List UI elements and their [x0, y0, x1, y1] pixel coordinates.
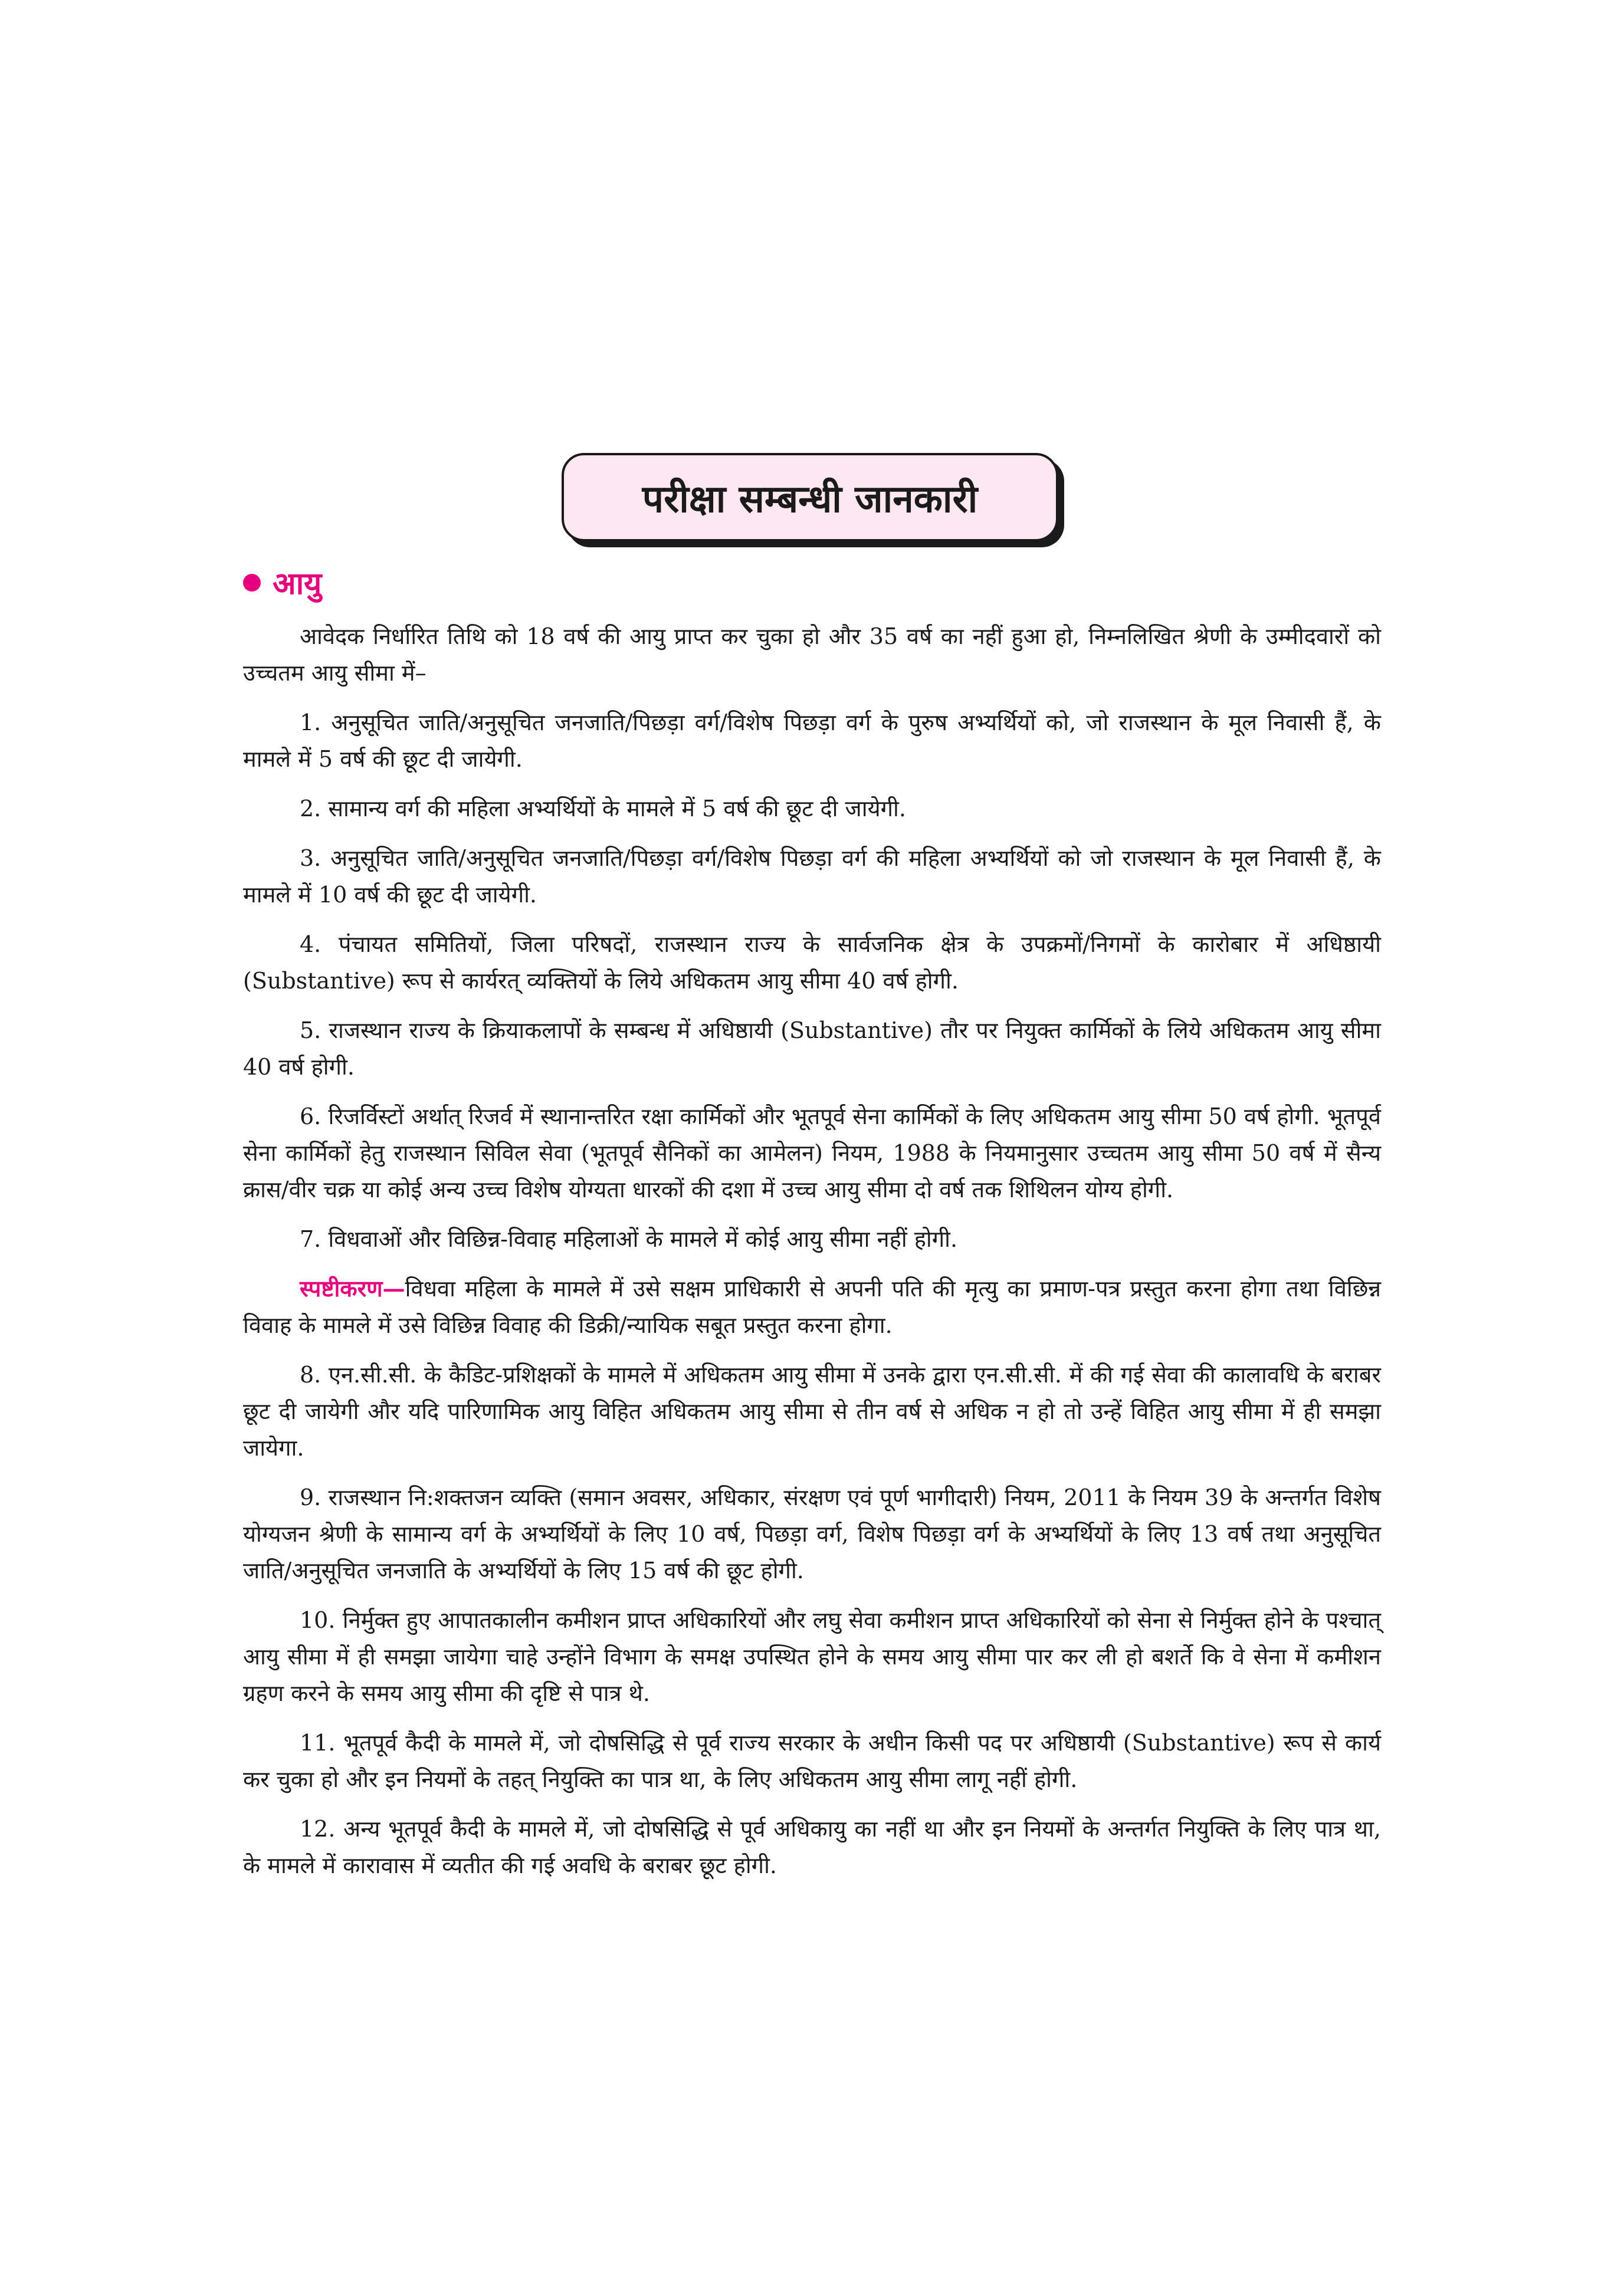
list-item: 7. विधवाओं और विछिन्न-विवाह महिलाओं के मामले में कोई आयु सीमा नहीं होगी. — [300, 1226, 958, 1252]
list-item: 8. एन.सी.सी. के कैडिट-प्रशिक्षकों के मामले में अधिकतम आयु सीमा में उनके द्वारा एन.सी.सी. में की गई सेवा की कालावधि के बराबर छूट दी जायेगी और यदि पारिणामिक आयु विहित अधिकतम आयु सीमा से तीन वर्ष से अधिक न हो तो उन्हें विहित आयु सीमा में ही समझा जायेगा. — [243, 1362, 1381, 1461]
list-item: 11. भूतपूर्व कैदी के मामले में, जो दोषसिद्धि से पूर्व राज्य सरकार के अधीन किसी पद पर अधिष्ठायी (Substantive) रूप से कार्य कर चुका हो और इन नियमों के तहत् नियुक्ति का पात्र था, के लिए अधिकतम आयु सीमा लागू नहीं होगी. — [243, 1730, 1381, 1792]
page-title-box — [562, 453, 1058, 541]
section-heading — [243, 561, 321, 603]
intro-paragraph: आवेदक निर्धारित तिथि को 18 वर्ष की आयु प्राप्त कर चुका हो और 35 वर्ष का नहीं हुआ हो, निम्नलिखित श्रेणी के उम्मीदवारों को उच्चतम आयु सीमा में– — [243, 623, 1381, 686]
list-item: 3. अनुसूचित जाति/अनुसूचित जनजाति/पिछड़ा वर्ग/विशेष पिछड़ा वर्ग की महिला अभ्यर्थियों को जो राजस्थान के मूल निवासी हैं, के मामले में 10 वर्ष की छूट दी जायेगी. — [243, 845, 1381, 908]
page-title: परीक्षा सम्बन्धी जानकारी — [642, 477, 978, 521]
clarification-label: स्पष्टीकरण— — [300, 1275, 405, 1302]
bullet-icon — [243, 574, 261, 592]
list-item: 6. रिजर्विस्टों अर्थात् रिजर्व में स्थानान्तरित रक्षा कार्मिकों और भूतपूर्व सेना कार्मिकों के लिए अधिकतम आयु सीमा 50 वर्ष होगी. भूतपूर्व सेना कार्मिकों हेतु राजस्थान सिविल सेवा (भूतपूर्व सैनिकों का आमेलन) नियम, 1988 के नियमानुसार उच्चतम आयु सीमा 50 वर्ष में सैन्य क्रास/वीर चक्र या कोई अन्य उच्च विशेष योग्यता धारकों की दशा में उच्च आयु सीमा दो वर्ष तक शिथिलन योग्य होगी. — [243, 1103, 1381, 1203]
list-item: 9. राजस्थान नि:शक्तजन व्यक्ति (समान अवसर, अधिकार, संरक्षण एवं पूर्ण भागीदारी) नियम, 2011 के नियम 39 के अन्तर्गत विशेष योग्यजन श्रेणी के सामान्य वर्ग के अभ्यर्थियों के लिए 10 वर्ष, पिछड़ा वर्ग, विशेष पिछड़ा वर्ग के अभ्यर्थियों के लिए 13 वर्ष तथा अनुसूचित जाति/अनुसूचित जनजाति के अभ्यर्थियों के लिए 15 वर्ष की छूट होगी. — [243, 1484, 1381, 1584]
section-heading-text: आयु — [273, 566, 322, 602]
list-item: 1. अनुसूचित जाति/अनुसूचित जनजाति/पिछड़ा वर्ग/विशेष पिछड़ा वर्ग के पुरुष अभ्यर्थियों को, जो राजस्थान के मूल निवासी हैं, के मामले में 5 वर्ष की छूट दी जायेगी. — [243, 710, 1381, 772]
list-item: 12. अन्य भूतपूर्व कैदी के मामले में, जो दोषसिद्धि से पूर्व अधिकायु का नहीं था और इन नियमों के अन्तर्गत नियुक्ति के लिए पात्र था, के मामले में कारावास में व्यतीत की गई अवधि के बराबर छूट होगी. — [243, 1816, 1381, 1878]
list-item: 2. सामान्य वर्ग की महिला अभ्यर्थियों के मामले में 5 वर्ष की छूट दी जायेगी. — [300, 796, 906, 822]
clarification-text: विधवा महिला के मामले में उसे सक्षम प्राधिकारी से अपनी पति की मृत्यु का प्रमाण-पत्र प्रस्तुत करना होगा तथा विछिन्न विवाह के मामले में उसे विछिन्न विवाह की डिक्री/न्यायिक सबूत प्रस्तुत करना होगा. — [243, 1276, 1381, 1338]
list-item: 5. राजस्थान राज्य के क्रियाकलापों के सम्बन्ध में अधिष्ठायी (Substantive) तौर पर नियुक्त कार्मिकों के लिये अधिकतम आयु सीमा 40 वर्ष होगी. — [243, 1017, 1381, 1080]
list-item: 10. निर्मुक्त हुए आपातकालीन कमीशन प्राप्त अधिकारियों और लघु सेवा कमीशन प्राप्त अधिकारियों को सेना से निर्मुक्त होने के पश्चात् आयु सीमा में ही समझा जायेगा चाहे उन्होंने विभाग के समक्ष उपस्थित होने के समय आयु सीमा पार कर ली हो बशर्ते कि वे सेना में कमीशन ग्रहण करने के समय आयु सीमा की दृष्टि से पात्र थे. — [243, 1607, 1381, 1706]
list-item: 4. पंचायत समितियों, जिला परिषदों, राजस्थान राज्य के सार्वजनिक क्षेत्र के उपक्रमों/निगमों के कारोबार में अधिष्ठायी (Substantive) रूप से कार्यरत् व्यक्तियों के लिये अधिकतम आयु सीमा 40 वर्ष होगी. — [243, 931, 1381, 994]
document-body — [243, 618, 1381, 1897]
clarification-paragraph — [243, 1270, 1381, 1344]
